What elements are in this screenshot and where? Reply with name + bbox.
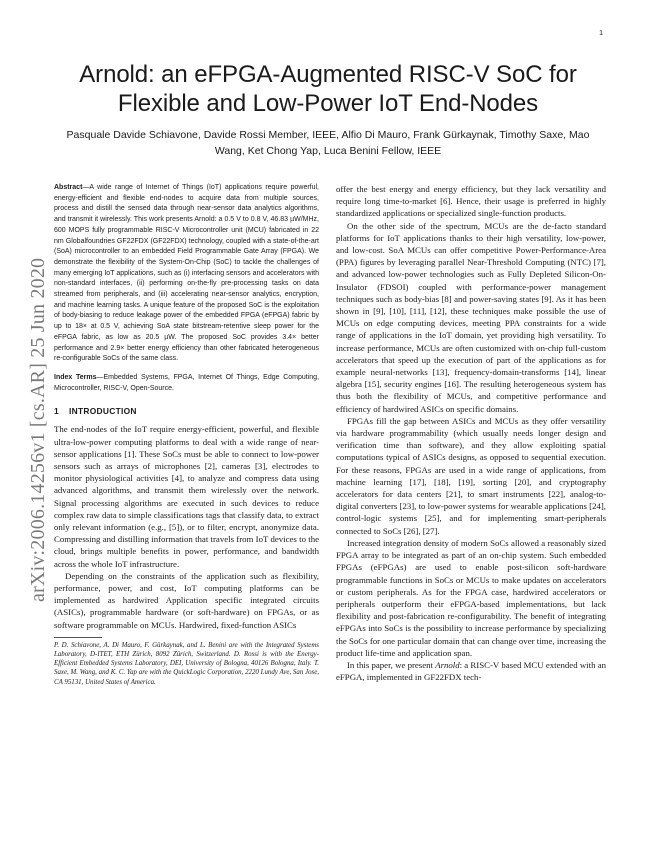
footnote-divider bbox=[54, 637, 102, 638]
intro-paragraph-6: Increased integration density of modern SoCs allowed a reasonably sized FPGA array to be integrated as part of an on-chip system. Such embedded FPGAs (eFPGAs) are used to enable post-silicon soft-hardware programmable functions in SoCs or MCUs to make updates on accelerators or custom peripherals. As for the FPGA case, hardwired accelerators or peripherals outperform their eFPGA-based implementations, but lack flexibility and post-fabrication re-configurability. The benefit of integrating eFPGAs into SoCs is the possibility to increase performance by specializing the SoCs for one particular domain that can change over time, increasing the product life-time and application span. bbox=[336, 537, 606, 658]
intro-paragraph-4: On the other side of the spectrum, MCUs are the de-facto standard platforms for IoT applications thanks to their high versatility, low-power, and low-cost. SoA MCUs can offer competitive Power-Performance-Area (PPA) figures by leveraging parallel Near-Threshold Computing (NTC) [7], and advanced low-power technologies such as Fully Depleted Silicon-On-Insulator (FDSOI) coupled with performance-power management techniques such as body-bias [8] and power-saving states [9]. As it has been shown in [9], [10], [11], [12], these techniques make possible the use of MCUs on edge computing devices, meeting PPA constraints for a wide range of applications in the IoT domain, yet providing high versatility. To increase performance, MCUs are often customized with on-chip full-custom accelerators that speed up the execution of part of the applications as for example neural-networks [13], frequency-domain-transforms [14], linear algebra [15], security engines [16]. The resulting heterogeneous system has thus both the flexibility of MCUs, and competitive performance and efficiency of hardwired ASICs on specific domains. bbox=[336, 220, 606, 414]
intro-paragraph-7 bbox=[336, 659, 606, 683]
author-affiliations-footnote: P. D. Schiavone, A. Di Mauro, F. Gürkaynak, and L. Benini are with the Integrated Systems Laboratory, D-ITET, ETH Zürich, 8092 Zürich, Switzerland. D. Rossi is with the Energy-Efficient Embedded Systems Laboratory, DEI, University of Bologna, 40126 Bologna, Italy. T. Saxe, M. Wang, and K. C. Yap are with the QuickLogic Corporation, 2220 Lundy Ave, San Jose, CA 95131, United States of America. bbox=[54, 641, 319, 686]
arxiv-identifier: arXiv:2006.14256v1 [cs.AR] 25 Jun 2020 bbox=[27, 257, 49, 602]
paragraph-text: In this paper, we present bbox=[347, 659, 436, 670]
intro-paragraph-2: Depending on the constraints of the application such as flexibility, performance, power, and cost, IoT computing platforms can be implemented as hardwired Application specific integrated circuits (ASICs), programmable hardware (or soft-hardware) on FPGAs, or as software programmable on MCUs. Hardwired, fixed-function ASICs bbox=[54, 570, 319, 630]
intro-paragraph-5: FPGAs fill the gap between ASICs and MCUs as they offer versatility via hardware programmability (which usually needs longer design and verification time than software), and they allow exploiting spatial computations typical of ASICs designs, as opposed to sequential execution. For these reasons, FPGAs are used in a wide range of applications, from machine learning [17], [18], [19], sorting [20], and cryptography accelerators for data centers [21], to smart instruments [22], analog-to-digital converters [23], to low-power systems for wearable applications [24], control-logic systems [25], and for implementing smart-peripherals connected to SoCs [26], [27]. bbox=[336, 415, 606, 536]
section-title: INTRODUCTION bbox=[68, 406, 137, 417]
right-column bbox=[336, 183, 606, 683]
intro-paragraph-1: The end-nodes of the IoT require energy-efficient, powerful, and flexible ultra-low-power computing platforms to deal with a wide range of near-sensor applications [1]. These SoCs must be able to connect to low-power sensors such as arrays of microphones [2], cameras [3], electrodes to monitor physiological activities [4], to analyze and compress data using advanced algorithms, and transmit them wirelessly over the network. Signal processing algorithms are executed in such devices to reduce complex raw data to simple classifications tags that classify data, to extract only relevant information (e.g., [5]), or to filter, encrypt, anonymize data. Compressing and distilling information that travels from IoT devices to the cloud, brings multiple benefits in power, performance, and bandwidth across the whole IoT infrastructure. bbox=[54, 424, 319, 569]
left-column bbox=[54, 183, 319, 687]
index-terms bbox=[54, 373, 319, 394]
author-list: Pasquale Davide Schiavone, Davide Rossi Member, IEEE, Alfio Di Mauro, Frank Gürkaynak, Timothy Saxe, Mao Wang, Ket Chong Yap, Luca Benini Fellow, IEEE bbox=[66, 129, 590, 157]
soc-name: Arnold bbox=[435, 659, 460, 670]
section-heading bbox=[54, 406, 319, 416]
section-number: 1 bbox=[54, 406, 59, 417]
paper-title: Arnold: an eFPGA-Augmented RISC-V SoC for Flexible and Low-Power IoT End-Nodes bbox=[79, 61, 577, 117]
index-terms-text: —Embedded Systems, FPGA, Internet Of Things, Edge Computing, Microcontroller, RISC-V, Open-Source. bbox=[54, 373, 320, 392]
abstract-text: —A wide range of Internet of Things (IoT) applications require powerful, energy-efficient and flexible end-nodes to acquire data from multiple sources, process and distill the sensed data through near-sensor data analytics algorithms, and transmit it wirelessly. This work presents Arnold: a 0.5 V to 0.8 V, 46.83 µW/MHz, 600 MOPS fully programmable RISC-V Microcontroller unit (MCU) fabricated in 22 nm Globalfoundries GF22FDX (GF22FDX) technology, coupled with a state-of-the-art (SoA) microcontroller to an embedded Field Programmable Gate Array (FPGA). We demonstrate the flexibility of the System-On-Chip (SoC) to tackle the challenges of many emerging IoT applications, such as (i) interfacing sensors and accelerators with non-standard interfaces, (ii) performing on-the-fly pre-processing tasks on data streamed from peripherals, and (iii) accelerating near-sensor analytics, encryption, and machine learning tasks. A unique feature of the proposed SoC is the exploitation of body-biasing to reduce leakage power of the embedded FPGA (eFPGA) fabric by up to 18× at 0.5 V, achieving SoA state bitstream-retentive sleep power for the eFPGA fabric, as low as 20.5 µW. The proposed SoC provides 3.4× better performance and 2.9× better energy efficiency than other fabricated heterogeneous re-configurable SoCs of the same class. bbox=[54, 184, 319, 363]
index-terms-label: Index Terms bbox=[54, 373, 97, 381]
page-number: 1 bbox=[599, 30, 603, 37]
abstract bbox=[54, 183, 319, 365]
paragraph-text: : a RISC-V based MCU extended with an eFPGA, implemented in GF22FDX tech- bbox=[336, 659, 606, 683]
intro-paragraph-3: offer the best energy and energy efficiency, but they lack versatility and require long time-to-market [6]. Hence, their usage is preferred in highly standardized applications or specialized single-function products. bbox=[336, 184, 606, 219]
abstract-label: Abstract bbox=[54, 184, 83, 191]
